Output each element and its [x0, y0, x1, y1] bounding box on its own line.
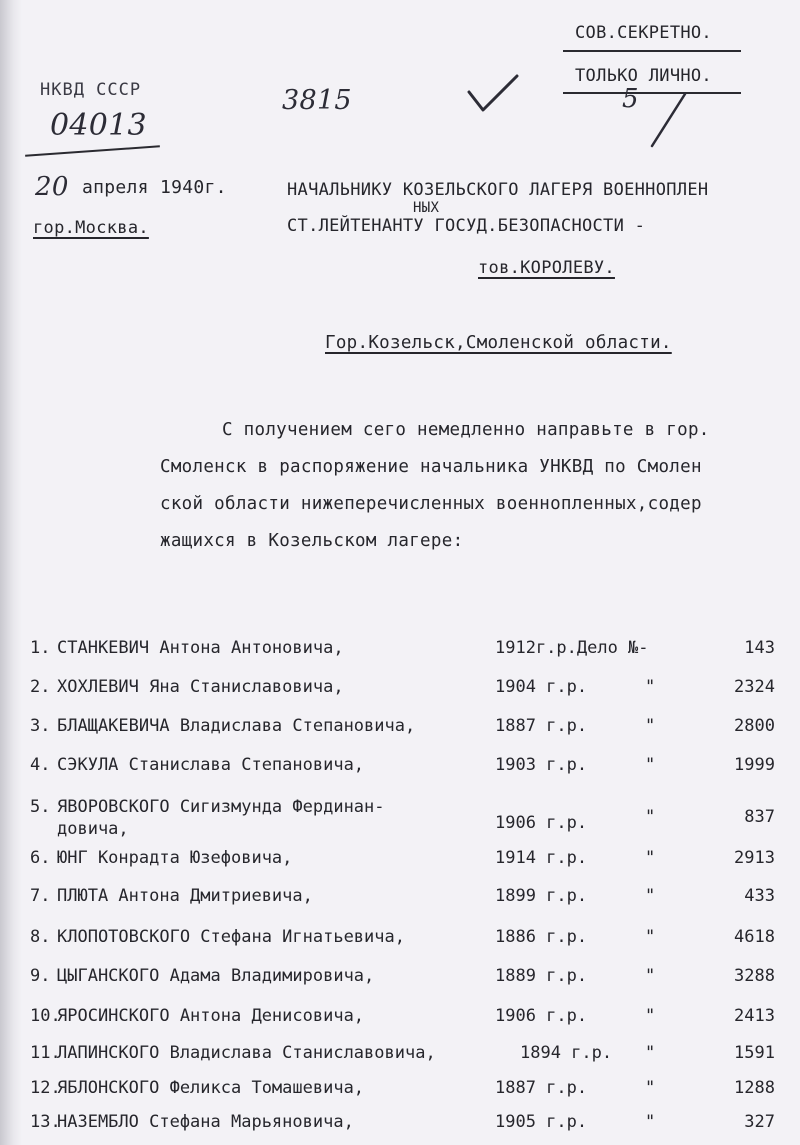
case-number: 433: [744, 886, 775, 906]
ditto-mark: ": [645, 677, 656, 697]
addressee-rank: СТ.ЛЕЙТЕНАНТУ ГОСУД.БЕЗОПАСНОСТИ -: [287, 216, 646, 236]
ditto-mark: ": [645, 1112, 656, 1132]
case-number: 2800: [734, 716, 775, 736]
prisoner-name: ХОХЛЕВИЧ Яна Станиславовича,: [57, 677, 344, 697]
ditto-mark: ": [645, 966, 656, 986]
addressee-name: тов.КОРОЛЕВУ.: [478, 258, 615, 278]
addressee-title-continuation: НЫХ: [413, 200, 440, 216]
prisoner-birth-year: 1906 г.р.: [495, 1006, 588, 1026]
prisoner-birth-year: 1905 г.р.: [495, 1112, 588, 1132]
case-number: 837: [744, 807, 775, 827]
registration-number: 04013: [50, 108, 147, 143]
prisoner-row: [30, 716, 800, 746]
case-number: 4618: [734, 927, 775, 947]
case-number: 2324: [734, 677, 775, 697]
prisoner-birth-year: 1906 г.р.: [495, 813, 588, 833]
prisoner-row: [30, 638, 800, 668]
prisoner-name: ЯРОСИНСКОГО Антона Денисовича,: [57, 1006, 365, 1026]
classification-rule-top: [563, 50, 741, 52]
date-day: 20: [35, 172, 69, 202]
prisoner-row: [30, 1043, 800, 1073]
prisoner-row: [30, 1006, 800, 1036]
prisoner-name: СТАНКЕВИЧ Антона Антоновича,: [57, 638, 344, 658]
prisoner-birth-year: 1914 г.р.: [495, 848, 588, 868]
prisoner-number: 3.: [30, 716, 51, 736]
prisoner-birth-year: 1904 г.р.: [495, 677, 588, 697]
prisoner-number: 1.: [30, 638, 51, 658]
prisoner-name: ЮНГ Конрадта Юзефовича,: [57, 848, 293, 868]
prisoner-row: [30, 1078, 800, 1108]
prisoner-birth-year: 1899 г.р.: [495, 886, 588, 906]
prisoner-number: 5.: [30, 797, 51, 817]
nkvd-stamp-label: НКВД СССР: [40, 80, 142, 100]
check-mark-icon: [465, 70, 520, 120]
prisoner-row: [30, 1112, 800, 1142]
case-number: 1288: [734, 1078, 775, 1098]
prisoner-name: ПЛЮТА Антона Дмитриевича,: [57, 886, 313, 906]
page-edge-shadow: [0, 0, 22, 1145]
prisoner-name: НАЗЕМБЛО Стефана Марьяновича,: [57, 1112, 354, 1132]
classification-secret: СОВ.СЕКРЕТНО.: [575, 23, 712, 43]
prisoner-name: ЛАПИНСКОГО Владислава Станиславовича,: [57, 1043, 436, 1063]
prisoner-name: ЦЫГАНСКОГО Адама Владимировича,: [57, 966, 375, 986]
case-number: 2913: [734, 848, 775, 868]
ditto-mark: ": [645, 848, 656, 868]
prisoner-row: [30, 677, 800, 707]
prisoner-name: ЯВОРОВСКОГО Сигизмунда Фердинан-: [57, 797, 385, 817]
prisoner-number: 8.: [30, 927, 51, 947]
prisoner-row: [30, 755, 800, 785]
prisoner-name: СЭКУЛА Станислава Степановича,: [57, 755, 365, 775]
prisoner-birth-year: 1903 г.р.: [495, 755, 588, 775]
prisoner-number: 4.: [30, 755, 51, 775]
body-line: С получением сего немедленно направьте в гор.: [222, 420, 710, 440]
registration-rule: [25, 145, 160, 156]
ditto-mark: ": [645, 1043, 656, 1063]
prisoner-number: 13.: [30, 1112, 61, 1132]
prisoner-birth-year: 1894 г.р.: [520, 1043, 613, 1063]
case-number: 2413: [734, 1006, 775, 1026]
ditto-mark: ": [645, 1078, 656, 1098]
prisoner-row: [30, 848, 800, 878]
handwritten-page-number: 5: [622, 84, 639, 114]
prisoner-birth-year: 1887 г.р.: [495, 1078, 588, 1098]
ditto-mark: ": [645, 927, 656, 947]
prisoner-birth-year: 1912г.р.Дело №-: [495, 638, 649, 658]
prisoner-row: [30, 966, 800, 996]
prisoner-number: 7.: [30, 886, 51, 906]
handwritten-number: 3815: [282, 85, 352, 116]
ditto-mark: ": [645, 716, 656, 736]
city: гор.Москва.: [33, 218, 149, 238]
prisoner-number: 11.: [30, 1043, 61, 1063]
prisoner-name-continuation: довича,: [57, 819, 129, 839]
case-number: 327: [744, 1112, 775, 1132]
ditto-mark: ": [645, 886, 656, 906]
prisoner-number: 12.: [30, 1078, 61, 1098]
prisoner-number: 10.: [30, 1006, 61, 1026]
body-line: ской области нижеперечисленных военнопленных,содер: [160, 494, 702, 514]
prisoner-row: [30, 927, 800, 957]
prisoner-number: 6.: [30, 848, 51, 868]
case-number: 143: [744, 638, 775, 658]
body-line: жащихся в Козельском лагере:: [160, 531, 464, 551]
prisoner-name: БЛАЩАКЕВИЧА Владислава Степановича,: [57, 716, 416, 736]
classification-personal: ТОЛЬКО ЛИЧНО.: [575, 66, 712, 86]
prisoner-birth-year: 1889 г.р.: [495, 966, 588, 986]
ditto-mark: ": [645, 755, 656, 775]
case-number: 1999: [734, 755, 775, 775]
prisoner-number: 2.: [30, 677, 51, 697]
ditto-mark: ": [645, 1006, 656, 1026]
case-number: 1591: [734, 1043, 775, 1063]
prisoner-number: 9.: [30, 966, 51, 986]
ditto-mark: ": [645, 807, 656, 827]
case-number: 3288: [734, 966, 775, 986]
prisoner-name: КЛОПОТОВСКОГО Стефана Игнатьевича,: [57, 927, 405, 947]
prisoner-birth-year: 1886 г.р.: [495, 927, 588, 947]
prisoner-row: [30, 886, 800, 916]
prisoner-birth-year: 1887 г.р.: [495, 716, 588, 736]
addressee-title: НАЧАЛЬНИКУ КОЗЕЛЬСКОГО ЛАГЕРЯ ВОЕННОПЛЕН: [287, 180, 709, 200]
date-month-year: апреля 1940г.: [82, 177, 227, 198]
handwritten-stroke-icon: [640, 90, 690, 150]
prisoner-name: ЯБЛОНСКОГО Феликса Томашевича,: [57, 1078, 365, 1098]
body-line: Смоленск в распоряжение начальника УНКВД по Смолен: [160, 457, 702, 477]
addressee-location: Гор.Козельск,Смоленской области.: [325, 333, 672, 353]
